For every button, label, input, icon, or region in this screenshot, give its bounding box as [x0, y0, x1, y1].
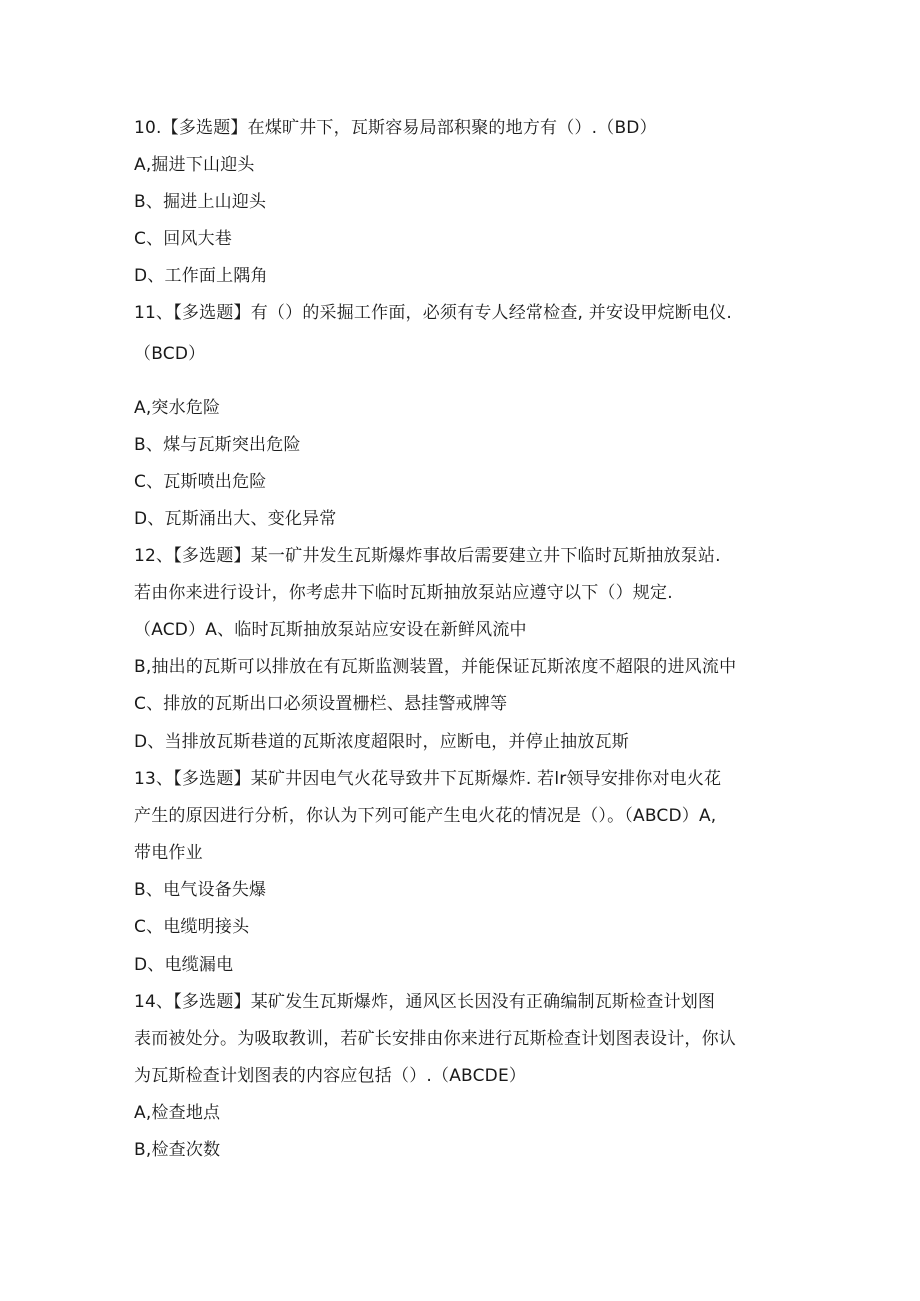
question-12-answer-option-a: （ACD）A、临时瓦斯抽放泵站应安设在新鲜风流中 [134, 620, 527, 640]
question-11-option-b: B、煤与瓦斯突出危险 [134, 435, 301, 455]
question-13-stem-line-2: 产生的原因进行分析，你认为下列可能产生电火花的情况是（）。（ABCD）A, [134, 806, 717, 826]
question-11-stem: 11、【多选题】有（）的采掘工作面，必须有专人经常检查, 并安设甲烷断电仪. [134, 303, 732, 323]
question-13-option-a: 带电作业 [134, 843, 203, 863]
question-14-option-a: A,检查地点 [134, 1103, 221, 1123]
question-14-stem-line-3: 为瓦斯检查计划图表的内容应包括（）.（ABCDE） [134, 1066, 527, 1086]
question-11-option-d: D、瓦斯涌出大、变化异常 [134, 509, 337, 529]
question-12-stem-line-2: 若由你来进行设计，你考虑井下临时瓦斯抽放泵站应遵守以下（）规定. [134, 583, 673, 603]
question-14-option-b: B,检查次数 [134, 1140, 221, 1160]
question-14-stem-line-1: 14、【多选题】某矿发生瓦斯爆炸，通风区长因没有正确编制瓦斯检查计划图 [134, 992, 716, 1012]
question-12-option-d: D、当排放瓦斯巷道的瓦斯浓度超限时，应断电，并停止抽放瓦斯 [134, 732, 629, 752]
question-10-option-b: B、掘进上山迎头 [134, 192, 267, 212]
question-12-option-c: C、排放的瓦斯出口必须设置栅栏、悬挂警戒牌等 [134, 694, 508, 714]
question-10-stem: 10.【多选题】在煤旷井下，瓦斯容易局部积聚的地方有（）.（BD） [134, 118, 657, 138]
question-13-option-d: D、电缆漏电 [134, 955, 234, 975]
question-12-stem-line-1: 12、【多选题】某一矿井发生瓦斯爆炸事故后需要建立井下临时瓦斯抽放泵站. [134, 546, 721, 566]
question-13-option-c: C、电缆明接头 [134, 917, 250, 937]
question-11-option-a: A,突水危险 [134, 398, 221, 418]
question-10-option-d: D、工作面上隅角 [134, 266, 268, 286]
question-14-stem-line-2: 表而被处分。为吸取教训，若矿长安排由你来进行瓦斯检查计划图表设计，你认 [134, 1029, 736, 1049]
question-11-answer: （BCD） [134, 344, 206, 364]
question-13-option-b: B、电气设备失爆 [134, 880, 267, 900]
question-11-option-c: C、瓦斯喷出危险 [134, 472, 267, 492]
question-10-option-c: C、回风大巷 [134, 229, 233, 249]
question-13-stem-line-1: 13、【多选题】某矿井因电气火花导致井下瓦斯爆炸. 若lr领导安排你对电火花 [134, 769, 722, 789]
question-12-option-b: B,抽出的瓦斯可以排放在有瓦斯监测装置，并能保证瓦斯浓度不超限的进风流中 [134, 657, 737, 677]
question-10-option-a: A,掘进下山迎头 [134, 155, 255, 175]
